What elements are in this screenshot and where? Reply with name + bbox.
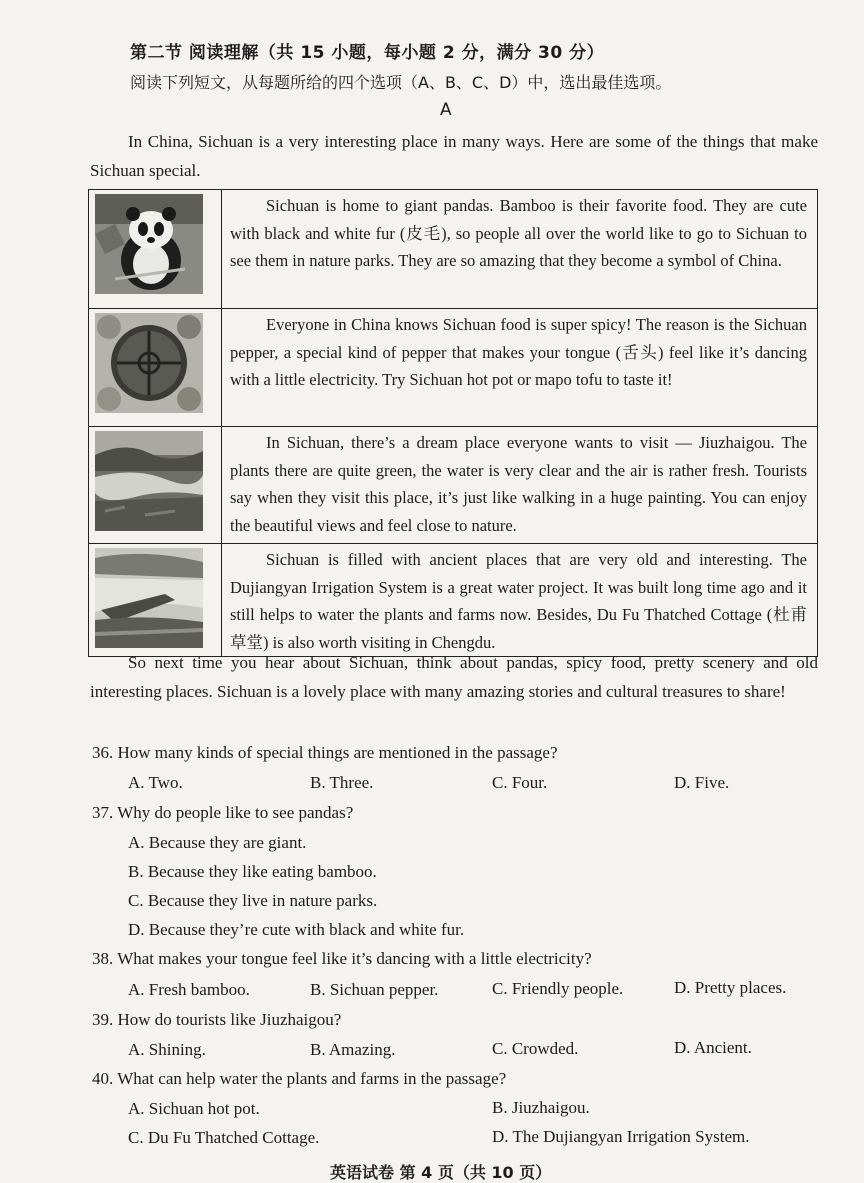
option-d[interactable]: D. Ancient. <box>674 1038 752 1057</box>
option-c[interactable]: C. Because they live in nature parks. <box>128 891 378 910</box>
question-text: How do tourists like Jiuzhaigou? <box>117 1010 342 1029</box>
table-cell-text: In Sichuan, there’s a dream place everyone wants to visit — Jiuzhaigou. The plants there are quite green, the water is very clear and the air is rather fresh. Tourists say when they visit this place, it’s just like walking in a huge painting. You can enjoy the beautiful views and feel close to nature. <box>222 427 818 544</box>
question-text: What makes your tongue feel like it’s dancing with a little electricity? <box>117 949 592 968</box>
question-37 <box>92 802 353 824</box>
option-b[interactable]: B. Because they like eating bamboo. <box>128 862 377 881</box>
question-text: What can help water the plants and farms in the passage? <box>117 1069 507 1088</box>
table-row <box>89 427 818 544</box>
table-row <box>89 544 818 657</box>
option-d[interactable]: D. Because they’re cute with black and white fur. <box>128 920 465 939</box>
question-text: How many kinds of special things are mentioned in the passage? <box>117 743 558 762</box>
passage-label: A <box>440 100 452 120</box>
question-38 <box>92 948 592 970</box>
option-b[interactable]: B. Sichuan pepper. <box>310 980 439 999</box>
option-d[interactable]: D. The Dujiangyan Irrigation System. <box>492 1127 750 1146</box>
info-table <box>88 189 818 657</box>
question-number: 39. <box>92 1010 114 1029</box>
question-40 <box>92 1068 506 1090</box>
dujiangyan-photo <box>95 548 203 648</box>
passage-intro: In China, Sichuan is a very interesting place in many ways. Here are some of the things that make Sichuan special. <box>90 132 818 180</box>
option-b[interactable]: B. Amazing. <box>310 1040 396 1059</box>
option-d[interactable]: D. Five. <box>674 773 730 792</box>
question-text: Why do people like to see pandas? <box>117 803 354 822</box>
option-b[interactable]: B. Three. <box>310 773 374 792</box>
option-a[interactable]: A. Because they are giant. <box>128 833 307 852</box>
question-39 <box>92 1009 341 1031</box>
table-cell-text: Sichuan is filled with ancient places that are very old and interesting. The Dujiangyan Irrigation System is a great water project. It was built long time ago and it still helps to water the plants and farms now. Besides, Du Fu Thatched Cottage (杜甫草堂) is also worth visiting in Chengdu. <box>222 544 818 657</box>
question-number: 36. <box>92 743 114 762</box>
option-c[interactable]: C. Crowded. <box>492 1039 579 1058</box>
question-number: 38. <box>92 949 114 968</box>
option-a[interactable]: A. Fresh bamboo. <box>128 980 250 999</box>
option-a[interactable]: A. Two. <box>128 773 183 792</box>
hotpot-photo <box>95 313 203 413</box>
option-c[interactable]: C. Du Fu Thatched Cottage. <box>128 1128 320 1147</box>
option-a[interactable]: A. Shining. <box>128 1040 206 1059</box>
table-row <box>89 309 818 427</box>
table-cell-text: Sichuan is home to giant pandas. Bamboo is their favorite food. They are cute with black and white fur (皮毛), so people all over the world like to go to Sichuan to see them in nature parks. They are so amazing that they become a symbol of China. <box>222 190 818 309</box>
option-c[interactable]: C. Four. <box>492 773 548 792</box>
table-row <box>89 190 818 309</box>
table-cell-text: Everyone in China knows Sichuan food is super spicy! The reason is the Sichuan pepper, a special kind of pepper that makes your tongue (舌头) feel like it’s dancing with a little electricity. Try Sichuan hot pot or mapo tofu to taste it! <box>222 309 818 427</box>
question-36 <box>92 742 558 764</box>
option-b[interactable]: B. Jiuzhaigou. <box>492 1098 590 1117</box>
passage-outro: So next time you hear about Sichuan, think about pandas, spicy food, pretty scenery and old interesting places. Sichuan is a lovely place with many amazing stories and cultural treasures to share! <box>90 653 818 701</box>
page-footer: 英语试卷 第 4 页（共 10 页） <box>330 1163 552 1182</box>
option-d[interactable]: D. Pretty places. <box>674 978 787 997</box>
jiuzhaigou-photo <box>95 431 203 531</box>
panda-photo <box>95 194 203 294</box>
option-c[interactable]: C. Friendly people. <box>492 979 624 998</box>
question-number: 37. <box>92 803 114 822</box>
option-a[interactable]: A. Sichuan hot pot. <box>128 1099 260 1118</box>
question-number: 40. <box>92 1069 114 1088</box>
section-title: 第二节 阅读理解（共 15 小题，每小题 2 分，满分 30 分） <box>130 43 605 63</box>
instruction-text: 阅读下列短文，从每题所给的四个选项（A、B、C、D）中，选出最佳选项。 <box>130 73 672 92</box>
